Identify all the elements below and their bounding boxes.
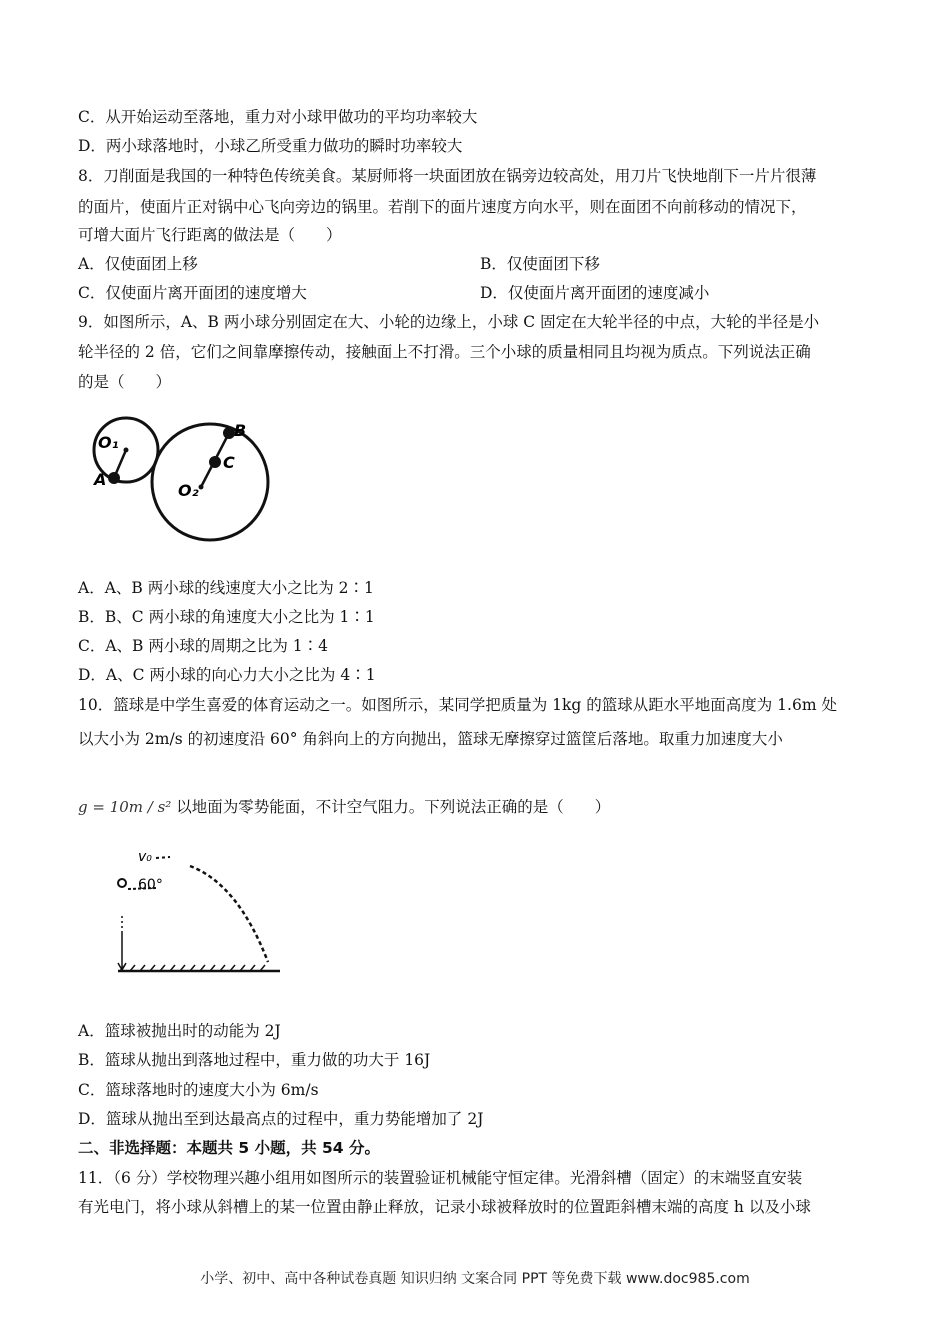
q9-option-c: C．A、B 两小球的周期之比为 1∶4 [78,637,329,655]
q10-option-d: D．篮球从抛出至到达最高点的过程中，重力势能增加了 2J [78,1110,484,1128]
q11-stem-line1: 11．（6 分）学校物理兴趣小组用如图所示的装置验证机械能守恒定律。光滑斜槽（固定）的末端竖直安装 [78,1169,803,1187]
q8-stem-line3: 可增大面片飞行距离的做法是（ ） [78,226,342,244]
label-o1: O₁ [98,433,119,452]
q10-stem-line3 [78,797,610,817]
q8-stem-line2: 的面片，使面片正对锅中心飞向旁边的锅里。若削下的面片速度方向水平，则在面团不向前移动的情况下， [78,198,807,216]
page-footer: 小学、初中、高中各种试卷真题 知识归纳 文案合同 PPT 等免费下载 www.doc985.com [200,1271,750,1287]
label-b: B [234,421,247,440]
label-o2: O₂ [178,481,199,500]
q8-stem-line1: 8．刀削面是我国的一种特色传统美食。某厨师将一块面团放在锅旁边较高处，用刀片飞快地削下一片片很薄 [78,167,817,185]
q8-option-a: A．仅使面团上移 [78,255,198,273]
q10-option-b: B．篮球从抛出到落地过程中，重力做的功大于 16J [78,1051,431,1069]
q10-stem-line2: 以大小为 2m/s 的初速度沿 60° 角斜向上的方向抛出，篮球无摩擦穿过篮筐后落地。取重力加速度大小 [78,730,783,748]
gravity-equation: g = 10m / s² [78,798,172,816]
q7-option-c: C．从开始运动至落地，重力对小球甲做功的平均功率较大 [78,108,478,126]
q9-option-a: A．A、B 两小球的线速度大小之比为 2∶1 [78,579,374,597]
q9-stem-line3: 的是（ ） [78,373,172,391]
q9-option-d: D．A、C 两小球的向心力大小之比为 4∶1 [78,666,376,684]
q9-stem-line1: 9．如图所示，A、B 两小球分别固定在大、小轮的边缘上，小球 C 固定在大轮半径的中点，大轮的半径是小 [78,313,820,331]
q10-option-c: C．篮球落地时的速度大小为 6m/s [78,1081,319,1099]
q11-stem-line2: 有光电门，将小球从斜槽上的某一位置由静止释放，记录小球被释放时的位置距斜槽末端的高度 h 以及小球 [78,1198,811,1216]
q10-stem-line3-text: 以地面为零势能面，不计空气阻力。下列说法正确的是（ ） [176,798,611,816]
label-v0: v₀ [138,849,152,865]
q9-stem-line2: 轮半径的 2 倍，它们之间靠摩擦传动，接触面上不打滑。三个小球的质量相同且均视为质点。下列说法正确 [78,343,811,361]
section-2-heading: 二、非选择题：本题共 5 小题，共 54 分。 [78,1139,380,1157]
q9-option-b: B．B、C 两小球的角速度大小之比为 1∶1 [78,608,375,626]
q10-stem-line1: 10．篮球是中学生喜爱的体育运动之一。如图所示，某同学把质量为 1kg 的篮球从距水平地面高度为 1.6m 处 [78,696,837,714]
q9-wheels-figure [88,412,288,542]
q7-option-d: D．两小球落地时，小球乙所受重力做功的瞬时功率较大 [78,137,463,155]
q8-option-d: D．仅使面片离开面团的速度减小 [480,284,710,302]
label-c: C [223,453,235,472]
q8-option-b: B．仅使面团下移 [480,255,600,273]
q10-option-a: A．篮球被抛出时的动能为 2J [78,1022,281,1040]
q8-option-c: C．仅使面片离开面团的速度增大 [78,284,307,302]
label-a: A [94,470,107,489]
q10-basketball-figure [108,844,298,979]
label-angle: 60° [138,877,163,893]
